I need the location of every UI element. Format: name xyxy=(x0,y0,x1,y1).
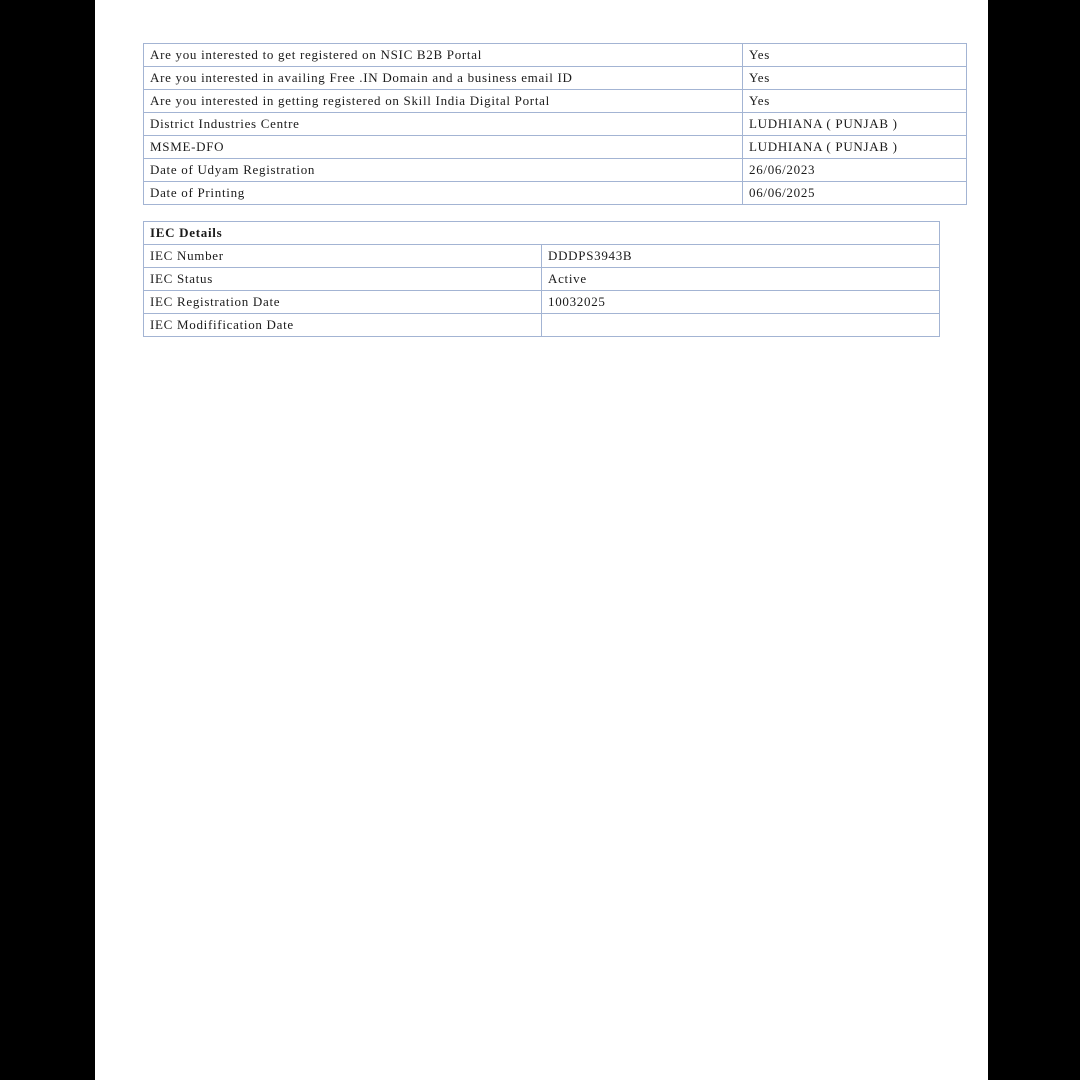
row-label: District Industries Centre xyxy=(144,113,743,136)
row-label: IEC Registration Date xyxy=(144,291,542,314)
row-label: Date of Udyam Registration xyxy=(144,159,743,182)
row-value: 26/06/2023 xyxy=(743,159,967,182)
table-spacer xyxy=(143,205,940,221)
row-value: LUDHIANA ( PUNJAB ) xyxy=(743,136,967,159)
row-value: 10032025 xyxy=(542,291,940,314)
row-value xyxy=(542,314,940,337)
table-row xyxy=(144,113,967,136)
iec-details-table xyxy=(143,221,940,337)
table-row xyxy=(144,44,967,67)
table-row xyxy=(144,268,940,291)
registration-details-table xyxy=(143,43,967,205)
document-page xyxy=(95,0,988,1080)
table-row xyxy=(144,136,967,159)
row-label: IEC Modifification Date xyxy=(144,314,542,337)
table-row xyxy=(144,314,940,337)
row-value: Yes xyxy=(743,90,967,113)
row-value: Yes xyxy=(743,44,967,67)
iec-details-title: IEC Details xyxy=(144,222,940,245)
row-value: 06/06/2025 xyxy=(743,182,967,205)
row-label: Are you interested in availing Free .IN Domain and a business email ID xyxy=(144,67,743,90)
row-label: IEC Number xyxy=(144,245,542,268)
row-value: DDDPS3943B xyxy=(542,245,940,268)
table-row xyxy=(144,182,967,205)
row-label: Are you interested in getting registered on Skill India Digital Portal xyxy=(144,90,743,113)
row-value: Yes xyxy=(743,67,967,90)
row-label: MSME-DFO xyxy=(144,136,743,159)
row-label: Are you interested to get registered on NSIC B2B Portal xyxy=(144,44,743,67)
row-value: Active xyxy=(542,268,940,291)
table-header-row xyxy=(144,222,940,245)
table-row xyxy=(144,67,967,90)
document-content xyxy=(143,43,940,337)
table-row xyxy=(144,90,967,113)
row-label: IEC Status xyxy=(144,268,542,291)
row-label: Date of Printing xyxy=(144,182,743,205)
table-row xyxy=(144,159,967,182)
table-row xyxy=(144,245,940,268)
table-row xyxy=(144,291,940,314)
row-value: LUDHIANA ( PUNJAB ) xyxy=(743,113,967,136)
